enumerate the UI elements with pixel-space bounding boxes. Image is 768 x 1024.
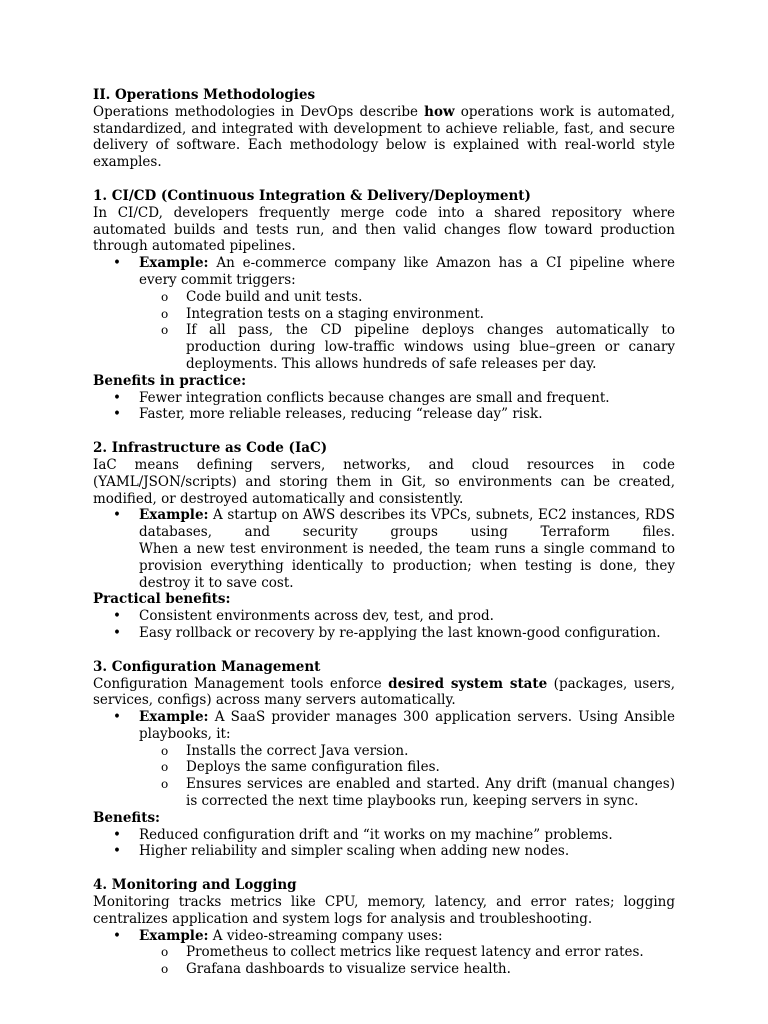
iac-example-item <box>93 507 675 591</box>
benefit-text: Faster, more reliable releases, reducing “release day” risk. <box>139 406 543 423</box>
bullet-marker: • <box>113 826 121 843</box>
sub-marker: o <box>161 306 169 321</box>
bullet-marker: • <box>113 608 121 625</box>
cicd-example-item <box>93 255 675 289</box>
monitoring-example-list <box>93 928 675 978</box>
iac-benefits-label: Practical benefits: <box>93 591 231 608</box>
sub-marker: o <box>161 962 169 977</box>
config-mgmt-example-list <box>93 709 675 810</box>
intro-emphasis: how <box>424 103 455 120</box>
sub-marker: o <box>161 289 169 304</box>
cicd-benefits-label: Benefits in practice: <box>93 372 247 389</box>
cicd-heading: 1. CI/CD (Continuous Integration & Delivery/Deployment) <box>93 187 531 204</box>
config-mgmt-example-item <box>93 709 675 743</box>
intro-paragraph <box>93 104 675 171</box>
sub-item-text: Integration tests on a staging environment. <box>186 305 484 322</box>
sub-marker: o <box>161 323 169 338</box>
bullet-marker: • <box>113 843 121 860</box>
config-mgmt-sub-item <box>93 743 675 760</box>
intro-text-end: operations work is automated, standardized, and integrated with development to achieve reliable, fast, and secure delivery of software. Each methodology below is explained with real-world style examples. <box>93 103 675 171</box>
sub-item-text: Prometheus to collect metrics like request latency and error rates. <box>186 944 644 961</box>
benefit-item <box>93 390 675 407</box>
sub-marker: o <box>161 945 169 960</box>
benefit-text: Reduced configuration drift and “it works on my machine” problems. <box>139 826 613 843</box>
bullet-marker: • <box>113 709 121 726</box>
example-text: A SaaS provider manages 300 application servers. Using Ansible playbooks, it: <box>139 709 675 742</box>
iac-benefits-list <box>93 608 675 642</box>
config-mgmt-sub-item <box>93 759 675 776</box>
sub-item-text: If all pass, the CD pipeline deploys changes automatically to production during low-traffic windows using blue–green or canary deployments. This allows hundreds of safe releases per day. <box>186 322 675 372</box>
cicd-benefits-list <box>93 390 675 424</box>
sub-item-text: Deploys the same configuration files. <box>186 759 440 776</box>
bullet-marker: • <box>113 624 121 641</box>
monitoring-description: Monitoring tracks metrics like CPU, memory, latency, and error rates; logging centralizes application and system logs for analysis and troubleshooting. <box>93 894 675 927</box>
config-mgmt-heading: 3. Configuration Management <box>93 658 321 675</box>
config-mgmt-description <box>93 676 675 710</box>
example-text: An e-commerce company like Amazon has a CI pipeline where every commit triggers: <box>139 255 675 288</box>
config-mgmt-benefits-list <box>93 827 675 861</box>
bullet-marker: • <box>113 406 121 423</box>
example-text: A video-streaming company uses: <box>208 927 443 944</box>
example-label: Example: <box>139 255 209 272</box>
sub-marker: o <box>161 743 169 758</box>
iac-description: IaC means defining servers, networks, and cloud resources in code (YAML/JSON/scripts) and storing them in Git, so environments can be created, modified, or destroyed automatically and consistently. <box>93 456 675 507</box>
cicd-example-list <box>93 255 675 373</box>
bullet-marker: • <box>113 927 121 944</box>
benefit-item <box>93 843 675 860</box>
example-label: Example: <box>139 507 209 524</box>
cicd-sub-item <box>93 306 675 323</box>
monitoring-sub-item <box>93 944 675 961</box>
sub-marker: o <box>161 760 169 775</box>
spacer <box>93 642 675 659</box>
desc-text-end: (packages, users, services, configs) across many servers automatically. <box>93 675 675 709</box>
spacer <box>93 423 675 440</box>
benefit-text: Higher reliability and simpler scaling when adding new nodes. <box>139 843 570 860</box>
bullet-marker: • <box>113 507 121 524</box>
example-label: Example: <box>139 709 209 726</box>
benefit-text: Consistent environments across dev, test, and prod. <box>139 608 494 625</box>
example-text: A startup on AWS describes its VPCs, subnets, EC2 instances, RDS databases, and security groups using Terraform files. <box>139 507 675 541</box>
monitoring-example-item <box>93 928 675 945</box>
cicd-description: In CI/CD, developers frequently merge code into a shared repository where automated builds and tests run, and then valid changes flow toward production through automated pipelines. <box>93 204 675 255</box>
monitoring-heading: 4. Monitoring and Logging <box>93 877 297 894</box>
benefit-item <box>93 608 675 625</box>
bullet-marker: • <box>113 389 121 406</box>
benefit-item <box>93 625 675 642</box>
iac-heading: 2. Infrastructure as Code (IaC) <box>93 440 328 457</box>
document-body <box>93 87 675 978</box>
cicd-sub-item <box>93 289 675 306</box>
benefit-text: Easy rollback or recovery by re-applying the last known-good configuration. <box>139 624 661 641</box>
spacer <box>93 860 675 877</box>
desc-text-start: Configuration Management tools enforce <box>93 675 389 692</box>
sub-item-text: Grafana dashboards to visualize service health. <box>186 961 511 978</box>
benefit-text: Fewer integration conflicts because changes are small and frequent. <box>139 389 610 406</box>
benefit-item <box>93 406 675 423</box>
monitoring-sub-item <box>93 961 675 978</box>
iac-example-line-2: When a new test environment is needed, the team runs a single command to provision everything identically to production; when testing is done, they destroy it to save cost. <box>139 540 675 591</box>
cicd-sub-item <box>93 322 675 372</box>
bullet-marker: • <box>113 255 121 272</box>
iac-example-list <box>93 507 675 591</box>
desc-emphasis: desired system state <box>388 675 548 692</box>
example-label: Example: <box>139 927 209 944</box>
intro-text-start: Operations methodologies in DevOps describe <box>93 103 425 120</box>
benefit-item <box>93 827 675 844</box>
sub-item-text: Ensures services are enabled and started. Any drift (manual changes) is corrected the next time playbooks run, keeping servers in sync. <box>186 776 675 810</box>
iac-example-line-1 <box>139 507 675 541</box>
sub-item-text: Installs the correct Java version. <box>186 742 409 759</box>
spacer <box>93 171 675 188</box>
sub-marker: o <box>161 777 169 792</box>
config-mgmt-benefits-label: Benefits: <box>93 809 161 826</box>
sub-item-text: Code build and unit tests. <box>186 288 363 305</box>
section-title: II. Operations Methodologies <box>93 87 316 103</box>
config-mgmt-sub-item <box>93 776 675 810</box>
